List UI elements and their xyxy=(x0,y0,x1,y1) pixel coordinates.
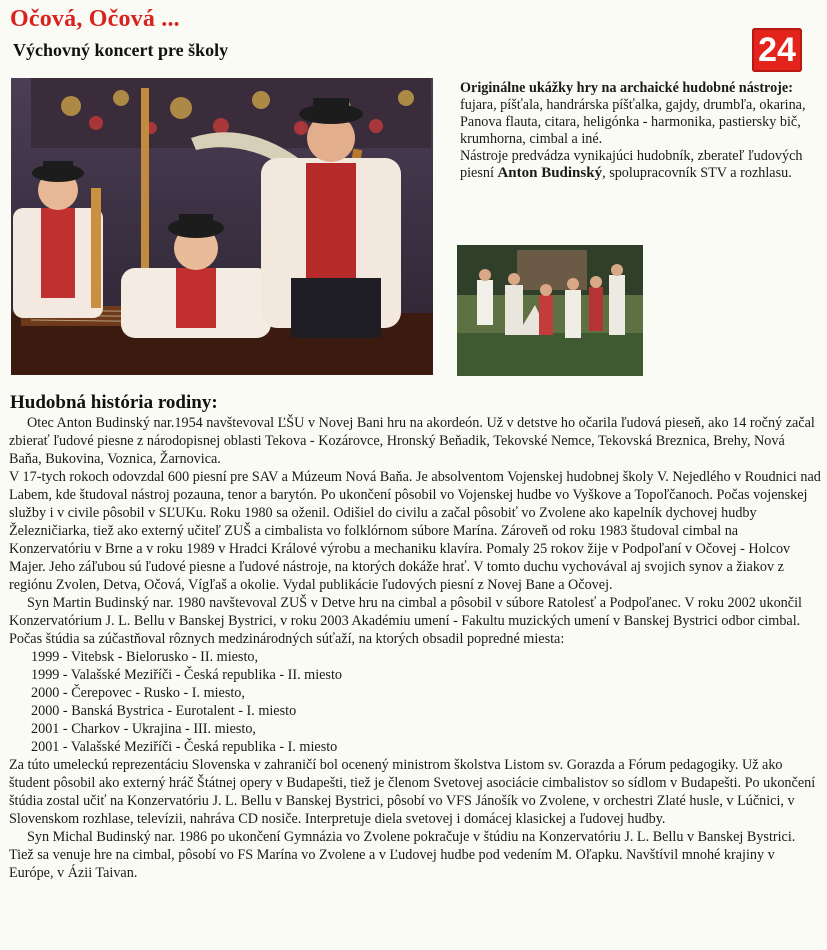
placement-item: 2000 - Banská Bystrica - Eurotalent - I. miesto xyxy=(31,703,297,719)
instruments-list: fujara, píšťala, handrárska píšťalka, gajdy, drumbľa, okarina, Panova flauta, citara, heligónka - harmonika, pastiersky bič, krumhorna, cimbal a iné. xyxy=(460,97,806,147)
channel-24-logo xyxy=(752,28,802,72)
logo-text: 24 xyxy=(758,31,796,69)
performer-name: Anton Budinský xyxy=(497,165,603,181)
family-history-text xyxy=(9,414,821,882)
placement-item: 1999 - Valašské Meziříči - Česká republika - II. miesto xyxy=(31,667,342,683)
folk-dance-illustration xyxy=(457,245,643,376)
competition-placements xyxy=(9,648,821,756)
concert-description xyxy=(460,80,820,182)
musicians-photo xyxy=(11,78,433,375)
folk-dance-photo xyxy=(457,245,643,376)
placement-item: 2001 - Valašské Meziříči - Česká republika - I. miesto xyxy=(31,739,338,755)
history-paragraph-michal: Syn Michal Budinský nar. 1986 po ukončení Gymnázia vo Zvolene pokračuje v štúdiu na Konzervatóriu J. L. Bellu v Banskej Bystrici. Tiež sa venuje hre na cimbal, pôsobí vo FS Marína vo Zvolene a v Ľudovej hudbe pod vedením M. Oľapku. Navštívil mnohé krajiny v Európe, v Ázii Taivan. xyxy=(9,829,796,881)
placement-item: 1999 - Vitebsk - Bielorusko - II. miesto, xyxy=(31,649,259,665)
placement-item: 2000 - Čerepovec - Rusko - I. miesto, xyxy=(31,685,245,701)
history-paragraph-martin-career: Za túto umeleckú reprezentáciu Slovenska v zahraničí bol ocenený ministrom školstva Listom sv. Gorazda a Fórum pedagogiky. Už ako študent pôsobil ako externý hráč Štátnej opery v Budapešti, tiež je členom Svetovej asociácie cimbalistov so sídlom v Budapešti. Po ukončení štúdia zostal učiť na Konzervatóriu J. L. Bellu v Banskej Bystrici, pôsobí vo VFS Jánošík vo Zvolene, v orchestri Zlaté husle, v Lúčnici, v Slovenskom rozhlase, televízii, nahráva CD nosiče. Interpretuje diela svetovej i domácej klasickej a ľudovej hudby. xyxy=(9,757,816,827)
musicians-illustration xyxy=(11,78,433,375)
instruments-heading: Originálne ukážky hry na archaické hudobné nástroje: xyxy=(460,80,793,96)
performer-text-before: Nástroje predvádza vynikajúci hudobník, zberateľ ľudových piesní xyxy=(460,148,803,181)
history-paragraph-martin: Syn Martin Budinský nar. 1980 navštevoval ZUŠ v Detve hru na cimbal a pôsobil v súbore Ratolesť a Podpoľanec. V roku 2002 ukončil Konzervatórium J. L. Bellu v Banskej Bystrici, v roku 2003 Akadémiu umení - Fakultu muzických umení v Banskej Bystrici odbor cimbal. Počas štúdia sa zúčastňoval rôznych medzinárodných súťaží, na ktorých obsadil popredné miesta: xyxy=(9,595,802,647)
history-heading: Hudobná história rodiny: xyxy=(10,392,218,413)
page-title: Očová, Očová ... xyxy=(10,6,180,32)
history-paragraph-father-career: V 17-tych rokoch odovzdal 600 piesní pre SAV a Múzeum Nová Baňa. Je absolventom Vojenskej hudobnej školy V. Nejedlého v Roudnici nad Labem, kde študoval nástroj pozauna, tenor a barytón. Po ukončení pôsobil vo Vojenskej hudbe vo Vyškove a Topoľčanoch. Počas vojenskej služby i v civile pôsobil v SĽUKu. Roku 1980 sa oženil. Odišiel do civilu a začal pôsobiť vo Zvolene ako kapelník dychovej hudby Železničiarka, tiež ako externý učiteľ ZUŠ a cimbalista vo folklórnom súbore Marína. Zároveň od roku 1983 študoval cimbal na Konzervatóriu v Brne a v roku 1989 v Hradci Králové výrobu a mechaniku klavíra. Pomaly 25 rokov žije v Podpoľaní v Očovej - Holcov Majer. Jeho záľubou sú ľudové piesne a ľudové nástroje, na ktorých dokáže hrať. V tomto duchu vychovával aj svojich synov a žiakov z regiónu Zvolen, Detva, Očová, Vígľaš a okolie. Vydal publikácie ľudových piesní z Novej Bane a Očovej. xyxy=(9,469,821,593)
placement-item: 2001 - Charkov - Ukrajina - III. miesto, xyxy=(31,721,256,737)
history-paragraph-father: Otec Anton Budinský nar.1954 navštevoval ĽŠU v Novej Bani hru na akordeón. Už v detstve ho očarila ľudová pieseň, ako 14 ročný začal zbierať ľudové piesne z národopisnej oblasti Tekova - Kozárovce, Hronský Beňadik, Tekovské Nemce, Tekovská Breznica, Brehy, Nová Baňa, Bukovina, Voznica, Žarnovica. xyxy=(9,415,815,467)
performer-text-after: , spolupracovník STV a rozhlasu. xyxy=(602,165,792,181)
page-subtitle: Výchovný koncert pre školy xyxy=(13,40,229,60)
